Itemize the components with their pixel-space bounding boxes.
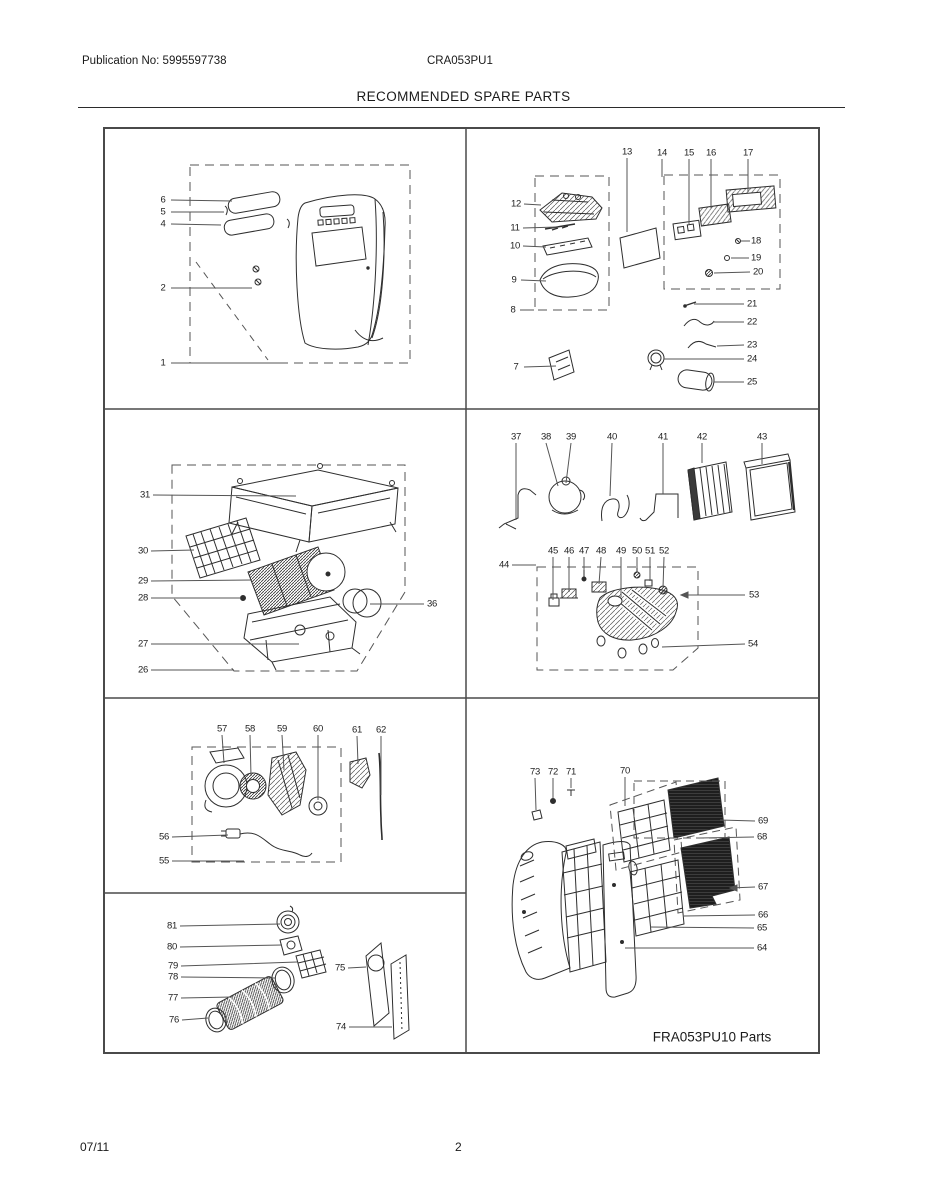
hose-parts-drawing <box>203 906 409 1039</box>
callout-44: 44 <box>499 559 509 571</box>
callout-57: 57 <box>217 723 227 735</box>
callout-20: 20 <box>753 266 763 278</box>
callout-59: 59 <box>277 723 287 735</box>
publication-number: Publication No: 5995597738 <box>82 55 227 67</box>
callout-67: 67 <box>758 881 768 893</box>
callout-74: 74 <box>336 1021 346 1033</box>
callout-5: 5 <box>160 206 166 218</box>
callout-25: 25 <box>747 376 757 388</box>
callout-21: 21 <box>747 298 757 310</box>
callout-7: 7 <box>513 361 519 373</box>
callout-13: 13 <box>622 146 632 158</box>
callout-28: 28 <box>138 592 148 604</box>
callout-6: 6 <box>160 194 166 206</box>
callout-26: 26 <box>138 664 148 676</box>
callout-61: 61 <box>352 724 362 736</box>
condenser-coil <box>688 462 732 520</box>
callout-55: 55 <box>159 855 169 867</box>
blower-assembly-drawing <box>172 464 405 672</box>
callout-4: 4 <box>160 218 166 230</box>
front-cover-drawing <box>190 165 410 363</box>
callout-11: 11 <box>510 222 520 234</box>
callout-42: 42 <box>697 431 707 443</box>
carbon-filter-dark <box>674 827 740 913</box>
callout-24: 24 <box>747 353 757 365</box>
callout-76: 76 <box>169 1014 179 1026</box>
callout-54: 54 <box>748 638 758 650</box>
callout-70: 70 <box>620 765 630 777</box>
callout-36: 36 <box>427 598 437 610</box>
callout-71: 71 <box>566 766 576 778</box>
rear-grille-dark <box>634 778 725 838</box>
front-tall-panel <box>603 842 638 998</box>
callout-1: 1 <box>160 357 166 369</box>
callout-46: 46 <box>564 545 574 557</box>
callout-56: 56 <box>159 831 169 843</box>
callout-41: 41 <box>658 431 668 443</box>
front-cover-leaders <box>171 200 283 363</box>
callout-47: 47 <box>579 545 589 557</box>
callout-19: 19 <box>751 252 761 264</box>
callout-72: 72 <box>548 766 558 778</box>
page-title: RECOMMENDED SPARE PARTS <box>356 89 571 104</box>
grid-frame <box>104 128 819 1053</box>
drain-pan <box>597 587 678 640</box>
callout-65: 65 <box>757 922 767 934</box>
rear-shell <box>512 842 570 980</box>
control-panel-leaders <box>520 158 750 382</box>
callout-48: 48 <box>596 545 606 557</box>
callout-49: 49 <box>616 545 626 557</box>
upper-grid-filter <box>618 800 670 862</box>
callout-22: 22 <box>747 316 757 328</box>
inlet-grille <box>186 518 260 578</box>
callout-10: 10 <box>510 240 520 252</box>
callout-18: 18 <box>751 235 761 247</box>
callout-66: 66 <box>758 909 768 921</box>
callout-9: 9 <box>511 274 517 286</box>
callout-15: 15 <box>684 147 694 159</box>
callout-77: 77 <box>168 992 178 1004</box>
callout-2: 2 <box>160 282 166 294</box>
callout-30: 30 <box>138 545 148 557</box>
callout-8: 8 <box>510 304 516 316</box>
callout-43: 43 <box>757 431 767 443</box>
callout-31: 31 <box>140 489 150 501</box>
callout-17: 17 <box>743 147 753 159</box>
callout-14: 14 <box>657 147 667 159</box>
callout-60: 60 <box>313 723 323 735</box>
callout-81: 81 <box>167 920 177 932</box>
callout-51: 51 <box>645 545 655 557</box>
callout-64: 64 <box>757 942 767 954</box>
callout-79: 79 <box>168 960 178 972</box>
callout-12: 12 <box>511 198 521 210</box>
evaporator-coil <box>744 454 795 520</box>
callout-69: 69 <box>758 815 768 827</box>
footer-date: 07/11 <box>80 1140 110 1154</box>
footer-page-number: 2 <box>455 1140 462 1154</box>
callout-40: 40 <box>607 431 617 443</box>
callout-75: 75 <box>335 962 345 974</box>
callout-53: 53 <box>749 589 759 601</box>
callout-38: 38 <box>541 431 551 443</box>
callout-16: 16 <box>706 147 716 159</box>
callout-50: 50 <box>632 545 642 557</box>
callout-62: 62 <box>376 724 386 736</box>
callout-68: 68 <box>757 831 767 843</box>
callout-29: 29 <box>138 575 148 587</box>
callout-37: 37 <box>511 431 521 443</box>
callout-58: 58 <box>245 723 255 735</box>
model-number: CRA053PU1 <box>427 55 493 67</box>
shell-grid-filter <box>562 839 606 972</box>
blower-wheel <box>248 547 345 615</box>
callout-39: 39 <box>566 431 576 443</box>
callout-23: 23 <box>747 339 757 351</box>
callout-80: 80 <box>167 941 177 953</box>
callout-78: 78 <box>168 971 178 983</box>
callout-52: 52 <box>659 545 669 557</box>
motor-parts-drawing <box>192 747 382 862</box>
callout-45: 45 <box>548 545 558 557</box>
callout-73: 73 <box>530 766 540 778</box>
hose-parts-leaders <box>180 924 392 1027</box>
rear-housing-drawing <box>512 778 740 997</box>
callout-27: 27 <box>138 638 148 650</box>
diagram-caption: FRA053PU10 Parts <box>652 1029 772 1045</box>
